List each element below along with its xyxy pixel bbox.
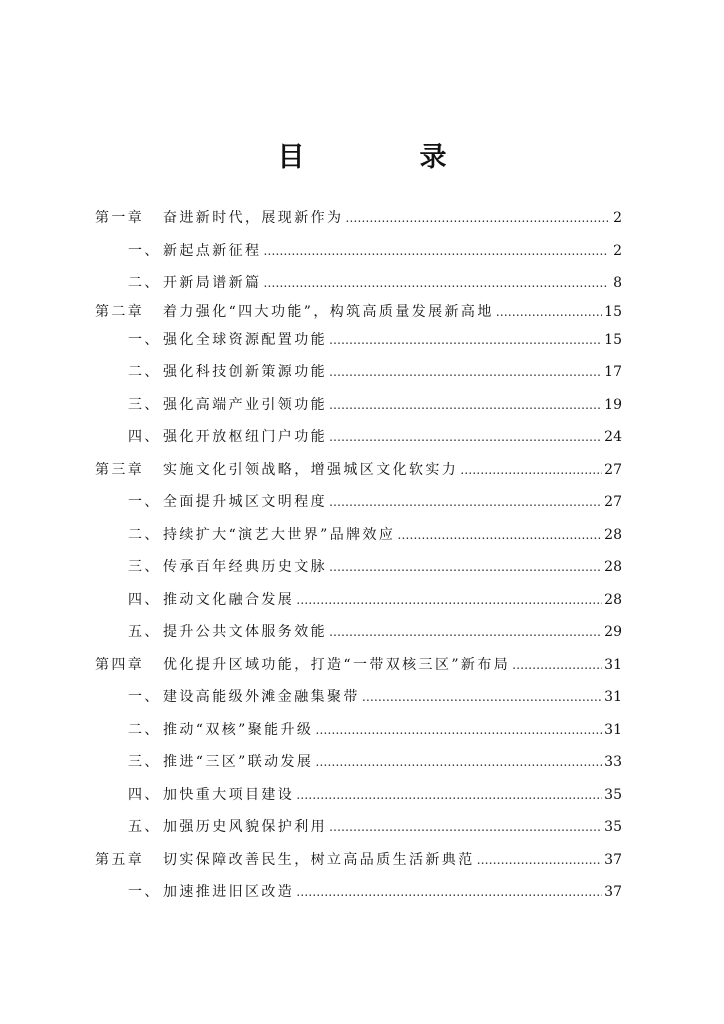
toc-leader-dots (496, 300, 602, 324)
toc-entry-number: 一、 (128, 331, 161, 348)
toc-section-entry[interactable] (95, 324, 622, 357)
toc-page-number: 19 (604, 396, 622, 413)
toc-leader-dots (329, 356, 602, 389)
toc-section-entry[interactable] (95, 356, 622, 389)
toc-page-number: 17 (604, 364, 622, 380)
toc-entry-number: 四、 (128, 786, 161, 803)
toc-entry-number: 第四章 (95, 656, 145, 673)
toc-leader-dots (329, 389, 602, 422)
toc-page-number: 27 (604, 494, 622, 510)
toc-leader-dots (296, 584, 602, 617)
toc-entry-title: 推动“双核”聚能升级 (163, 721, 314, 738)
toc-entry-number: 第三章 (95, 461, 145, 478)
toc-leader-dots (397, 519, 602, 552)
toc-page-number: 8 (613, 275, 622, 291)
toc-entry-number: 三、 (128, 396, 161, 413)
toc-entry-title: 切实保障改善民生，树立高品质生活新典范 (163, 851, 475, 868)
toc-entry-title: 奋进新时代，展现新作为 (163, 210, 344, 226)
toc-section-entry[interactable] (95, 779, 622, 812)
toc-section-entry[interactable] (95, 876, 622, 909)
toc-entry-number: 三、 (128, 559, 161, 575)
toc-leader-dots (296, 779, 602, 812)
toc-page-number: 33 (604, 754, 622, 770)
toc-section-entry[interactable] (95, 616, 622, 649)
toc-entry-title: 着力强化“四大功能”，构筑高质量发展新高地 (163, 303, 494, 320)
toc-section-entry[interactable] (95, 746, 622, 779)
toc-section-entry[interactable] (95, 714, 622, 747)
toc-entry-title: 持续扩大“演艺大世界”品牌效应 (163, 526, 396, 543)
toc-entry-title: 优化提升区域功能，打造“一带双核三区”新布局 (163, 656, 511, 673)
toc-page-number: 35 (604, 786, 622, 803)
toc-page-number: 31 (604, 721, 622, 738)
toc-chapter-entry[interactable] (95, 202, 622, 235)
toc-entry-title: 强化全球资源配置功能 (163, 331, 327, 348)
toc-page-number: 28 (604, 559, 622, 575)
toc-entry-number: 二、 (128, 721, 161, 738)
toc-page-number: 15 (604, 331, 622, 348)
toc-page-number: 28 (604, 526, 622, 543)
toc-entry-title: 强化高端产业引领功能 (163, 396, 327, 413)
toc-page-number: 31 (604, 689, 622, 705)
toc-page-number: 37 (604, 884, 622, 900)
toc-entry-title: 建设高能级外滩金融集聚带 (163, 689, 360, 705)
toc-entry-title: 加速推进旧区改造 (163, 884, 295, 900)
toc-leader-dots (512, 649, 602, 682)
toc-entry-title: 实施文化引领战略，增强城区文化软实力 (163, 461, 459, 478)
page-title: 目 录 (277, 142, 491, 173)
toc-leader-dots (329, 551, 602, 584)
toc-entry-title: 传承百年经典历史文脉 (163, 559, 327, 575)
toc-chapter-entry[interactable] (95, 300, 622, 324)
toc-entry-title: 提升公共文体服务效能 (163, 624, 327, 640)
toc-entry-number: 二、 (128, 275, 161, 291)
toc-leader-dots (315, 746, 602, 779)
toc-entry-title: 开新局谱新篇 (163, 275, 262, 291)
toc-page-number: 24 (604, 429, 622, 445)
toc-page-number: 15 (604, 303, 622, 320)
toc-entry-number: 四、 (128, 429, 161, 445)
toc-leader-dots (263, 235, 608, 268)
toc-entry-number: 一、 (128, 242, 161, 259)
toc-entry-number: 第一章 (95, 210, 145, 226)
toc-entry-title: 新起点新征程 (163, 242, 262, 259)
toc-leader-dots (329, 421, 602, 454)
toc-entry-title: 加快重大项目建设 (163, 786, 295, 803)
toc-entry-number: 二、 (128, 526, 161, 543)
toc-chapter-entry[interactable] (95, 454, 622, 487)
toc-entry-number: 三、 (128, 754, 161, 770)
toc-entry-title: 推进“三区”联动发展 (163, 754, 314, 770)
toc-page-number: 37 (604, 851, 622, 868)
toc-section-entry[interactable] (95, 235, 622, 268)
toc-entry-title: 强化开放枢纽门户功能 (163, 429, 327, 445)
toc-leader-dots (329, 324, 602, 357)
toc-entry-number: 一、 (128, 494, 161, 510)
toc-leader-dots (315, 714, 602, 747)
toc-entry-title: 加强历史风貌保护利用 (163, 819, 327, 835)
toc-section-entry[interactable] (95, 486, 622, 519)
toc-entry-title: 推动文化融合发展 (163, 591, 295, 608)
toc-section-entry[interactable] (95, 421, 622, 454)
toc-leader-dots (329, 811, 602, 844)
toc-section-entry[interactable] (95, 811, 622, 844)
toc-entry-number: 一、 (128, 689, 161, 705)
toc-chapter-entry[interactable] (95, 649, 622, 682)
toc-page-number: 31 (604, 656, 622, 673)
toc-chapter-entry[interactable] (95, 844, 622, 877)
toc-entry-number: 四、 (128, 591, 161, 608)
toc-leader-dots (362, 681, 602, 714)
toc-section-entry[interactable] (95, 389, 622, 422)
toc-entry-number: 一、 (128, 884, 161, 900)
toc-entry-number: 五、 (128, 624, 161, 640)
toc-leader-dots (477, 844, 603, 877)
toc-leader-dots (329, 486, 602, 519)
toc-leader-dots (296, 876, 602, 909)
toc-page-number: 29 (604, 624, 622, 640)
toc-leader-dots (263, 267, 608, 300)
toc-page-number: 2 (613, 242, 622, 259)
toc-section-entry[interactable] (95, 519, 622, 552)
toc-entry-number: 第二章 (95, 303, 145, 320)
toc-entry-number: 第五章 (95, 851, 145, 868)
toc-leader-dots (329, 616, 602, 649)
toc-page-number: 2 (613, 210, 622, 226)
toc-section-entry[interactable] (95, 681, 622, 714)
toc-section-entry[interactable] (95, 551, 622, 584)
toc-page-number: 28 (604, 591, 622, 608)
toc-leader-dots (460, 454, 602, 487)
toc-entry-title: 强化科技创新策源功能 (163, 364, 327, 380)
toc-leader-dots (345, 202, 608, 235)
toc-entry-number: 五、 (128, 819, 161, 835)
toc-section-entry[interactable] (95, 267, 622, 300)
toc-page-number: 35 (604, 819, 622, 835)
toc-entry-number: 二、 (128, 364, 161, 380)
toc-page-number: 27 (604, 461, 622, 478)
toc-entry-title: 全面提升城区文明程度 (163, 494, 327, 510)
table-of-contents (95, 202, 622, 909)
toc-section-entry[interactable] (95, 584, 622, 617)
